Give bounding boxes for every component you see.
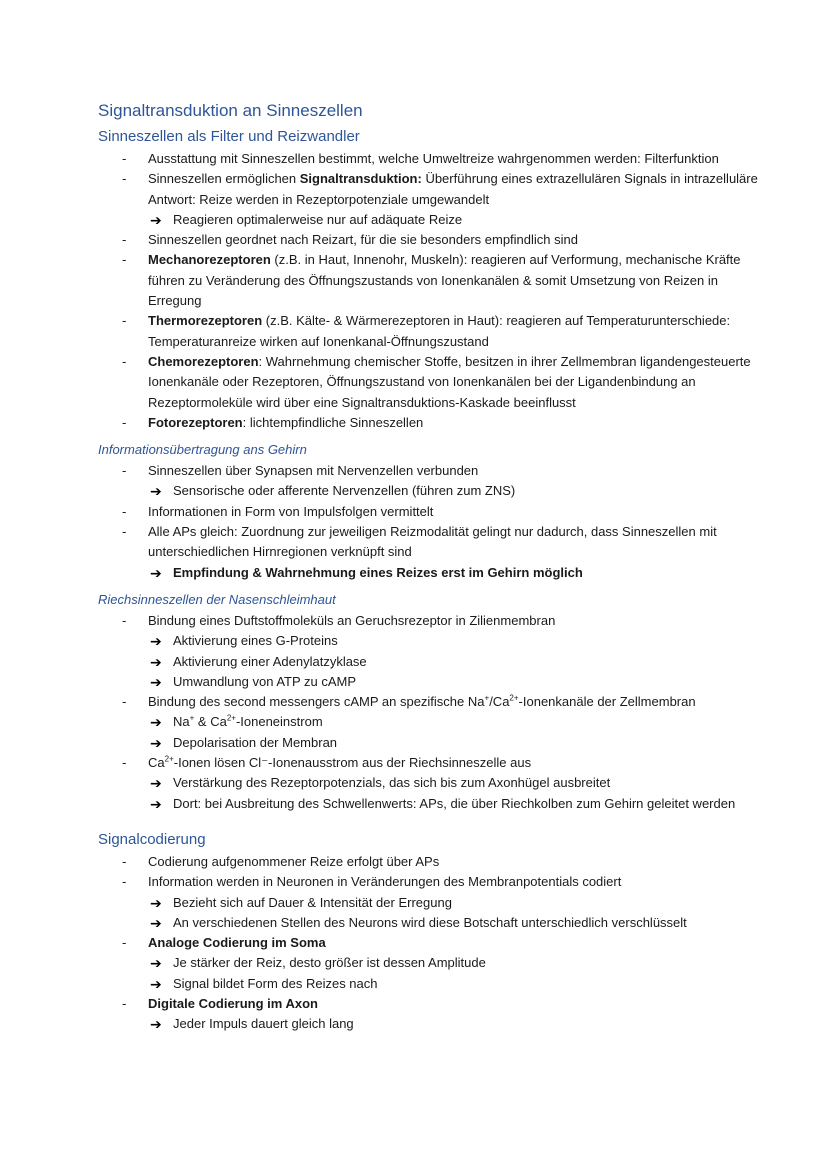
list-item: - Sinneszellen über Synapsen mit Nervenzellen verbunden bbox=[98, 461, 768, 481]
list-item: - Codierung aufgenommener Reize erfolgt über APs bbox=[98, 852, 768, 872]
arrow-icon: ➔ bbox=[150, 894, 162, 911]
list-item: - $Ca^{2+}$-Ionen lösen Cl⁻-Ionenausstrom aus der Riechsinneszelle aus bbox=[98, 753, 768, 773]
list-item: - Analoge Codierung im Soma bbox=[98, 933, 768, 953]
arrow-item: ➔ Signal bildet Form des Reizes nach bbox=[98, 974, 768, 994]
arrow-item: ➔ Na+ & $Ca^{2+}$-Ioneneinstrom bbox=[98, 712, 768, 732]
arrow-item: ➔ Empfindung & Wahrnehmung eines Reizes erst im Gehirn möglich bbox=[98, 563, 768, 583]
arrow-item: ➔ Dort: bei Ausbreitung des Schwellenwerts: APs, die über Riechkolben zum Gehirn geleitet werden bbox=[98, 794, 768, 814]
arrow-icon: ➔ bbox=[150, 734, 162, 751]
arrow-icon: ➔ bbox=[150, 775, 162, 792]
section-list-riech bbox=[98, 611, 768, 814]
arrow-icon: ➔ bbox=[150, 914, 162, 931]
arrow-icon: ➔ bbox=[150, 633, 162, 650]
arrow-item: ➔ Aktivierung einer Adenylatzyklase bbox=[98, 652, 768, 672]
list-item: - Informationen in Form von Impulsfolgen vermittelt bbox=[98, 502, 768, 522]
arrow-item: ➔ Umwandlung von ATP zu cAMP bbox=[98, 672, 768, 692]
list-item: - Information werden in Neuronen in Veränderungen des Membranpotentials codiert bbox=[98, 872, 768, 892]
list-item: - Mechanorezeptoren (z.B. in Haut, Innenohr, Muskeln): reagieren auf Verformung, mechanische Kräfte führen zu Veränderung des Öffnungszustands von Ionenkanälen & somit Umsetzung von Reizen in Erregung bbox=[98, 250, 768, 311]
arrow-icon: ➔ bbox=[150, 955, 162, 972]
arrow-item: ➔ An verschiedenen Stellen des Neurons wird diese Botschaft unterschiedlich verschlüsselt bbox=[98, 913, 768, 933]
document-title: Signaltransduktion an Sinneszellen bbox=[98, 101, 363, 120]
list-item: - Bindung eines Duftstoffmoleküls an Geruchsrezeptor in Zilienmembran bbox=[98, 611, 768, 631]
arrow-icon: ➔ bbox=[150, 653, 162, 670]
arrow-icon: ➔ bbox=[150, 975, 162, 992]
arrow-icon: ➔ bbox=[150, 673, 162, 690]
list-item: - Digitale Codierung im Axon bbox=[98, 994, 768, 1014]
arrow-icon: ➔ bbox=[150, 211, 162, 228]
arrow-item: ➔ Jeder Impuls dauert gleich lang bbox=[98, 1014, 768, 1034]
arrow-item: ➔ Bezieht sich auf Dauer & Intensität der Erregung bbox=[98, 893, 768, 913]
list-item: - Ausstattung mit Sinneszellen bestimmt, welche Umweltreize wahrgenommen werden: Filterfunktion bbox=[98, 149, 768, 169]
section-list-filter bbox=[98, 149, 768, 433]
section-list-gehirn bbox=[98, 461, 768, 583]
section-list-codierung bbox=[98, 852, 768, 1035]
arrow-icon: ➔ bbox=[150, 483, 162, 500]
list-item: - Sinneszellen geordnet nach Reizart, für die sie besonders empfindlich sind bbox=[98, 230, 768, 250]
subsection-heading-gehirn: Informationsübertragung ans Gehirn bbox=[98, 442, 307, 458]
section-heading-filter: Sinneszellen als Filter und Reizwandler bbox=[98, 128, 360, 145]
arrow-item: ➔ Reagieren optimalerweise nur auf adäquate Reize bbox=[98, 210, 768, 230]
list-item: - Alle APs gleich: Zuordnung zur jeweiligen Reizmodalität gelingt nur dadurch, dass Sinneszellen mit unterschiedlichen Hirnregionen verknüpft sind bbox=[98, 522, 768, 563]
arrow-icon: ➔ bbox=[150, 714, 162, 731]
list-item: - Sinneszellen ermöglichen Signaltransduktion: Überführung eines extrazellulären Signals in intrazelluläre Antwort: Reize werden in Rezeptorpotenziale umgewandelt bbox=[98, 169, 768, 210]
arrow-item: ➔ Verstärkung des Rezeptorpotenzials, das sich bis zum Axonhügel ausbreitet bbox=[98, 773, 768, 793]
arrow-item: ➔ Sensorische oder afferente Nervenzellen (führen zum ZNS) bbox=[98, 481, 768, 501]
list-item: - Fotorezeptoren: lichtempfindliche Sinneszellen bbox=[98, 413, 768, 433]
list-item: - Chemorezeptoren: Wahrnehmung chemischer Stoffe, besitzen in ihrer Zellmembran ligandengesteuerte Ionenkanäle oder Rezeptoren, Öffnungszustand von Ionenkanälen bei der Ligandenbindung an Rezeptormoleküle wird über eine Signaltransduktions-Kaskade beeinflusst bbox=[98, 352, 768, 413]
list-item: - Bindung des second messengers cAMP an spezifische $Na^+/Ca^{2+}$-Ionenkanäle der Zellmembran bbox=[98, 692, 768, 712]
arrow-item: ➔ Depolarisation der Membran bbox=[98, 733, 768, 753]
arrow-icon: ➔ bbox=[150, 564, 162, 581]
arrow-icon: ➔ bbox=[150, 1016, 162, 1033]
arrow-item: ➔ Aktivierung eines G-Proteins bbox=[98, 631, 768, 651]
list-item: - Thermorezeptoren (z.B. Kälte- & Wärmerezeptoren in Haut): reagieren auf Temperaturunterschiede: Temperaturanreize wirken auf Ionenkanal-Öffnungszustand bbox=[98, 311, 768, 352]
subsection-heading-riech: Riechsinneszellen der Nasenschleimhaut bbox=[98, 591, 336, 607]
arrow-item: ➔ Je stärker der Reiz, desto größer ist dessen Amplitude bbox=[98, 953, 768, 973]
section-heading-codierung: Signalcodierung bbox=[98, 830, 206, 848]
arrow-icon: ➔ bbox=[150, 795, 162, 812]
